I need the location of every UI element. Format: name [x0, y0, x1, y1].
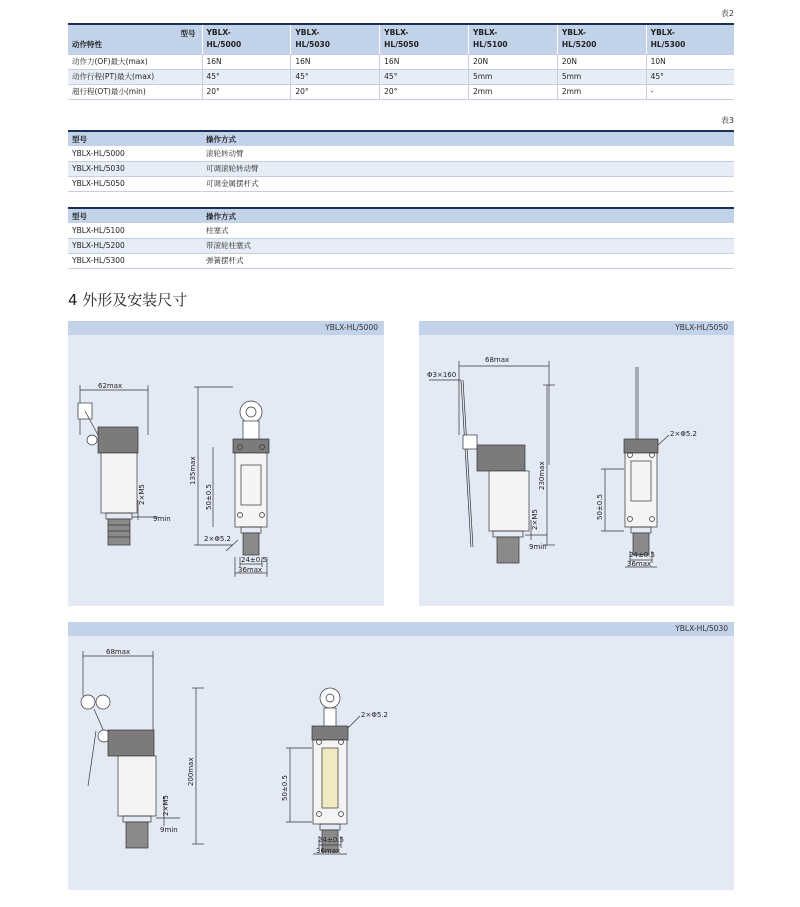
table3-model-cell: YBLX-HL/5050 [68, 176, 202, 191]
dim-depth: 36max [238, 566, 263, 574]
table4-header-mode: 操作方式 [202, 208, 734, 223]
table2-cell: 20N [468, 54, 557, 69]
table2-cell: 20° [380, 84, 469, 99]
section-title: 4 外形及安装尺寸 [68, 291, 188, 309]
table4-header-row [68, 208, 734, 223]
dim-hole-pitch-h: 24±0.5 [318, 836, 344, 844]
dim-width: 68max [106, 648, 131, 656]
panel-title: YBLX-HL/5030 [68, 622, 734, 636]
dim-height: 230max [538, 461, 546, 490]
table2-cell: 2mm [557, 84, 646, 99]
dim-holes: 2×Φ5.2 [361, 711, 388, 719]
table2-cell: 20N [557, 54, 646, 69]
table3-row [68, 176, 734, 191]
dim-min: 9min [529, 543, 547, 551]
dim-width: 68max [485, 356, 510, 364]
table2-row [68, 84, 734, 99]
table2-cell: 20° [291, 84, 380, 99]
table3-model-cell: YBLX-HL/5000 [68, 146, 202, 161]
table2-model-col: YBLX- HL/5200 [557, 24, 646, 54]
table4-model-cell: YBLX-HL/5200 [68, 238, 202, 253]
table2-cell: 16N [291, 54, 380, 69]
dim-thread: 2×M5 [138, 484, 146, 505]
table2-row-label: 动作行程(PT)最大(max) [68, 69, 202, 84]
table2-cell: 10N [646, 54, 734, 69]
table2-model-col: YBLX- HL/5100 [468, 24, 557, 54]
dim-hole-pitch-v: 50±0.5 [281, 775, 289, 801]
panel-yblx-hl-5030 [68, 622, 734, 890]
table2 [68, 23, 734, 100]
table2-model-col: YBLX- HL/5300 [646, 24, 734, 54]
table4-model-cell: YBLX-HL/5300 [68, 253, 202, 268]
dim-hole-pitch-v: 50±0.5 [596, 494, 604, 520]
panel-title: YBLX-HL/5000 [68, 321, 384, 335]
panel-title: YBLX-HL/5050 [419, 321, 734, 335]
panel-yblx-hl-5000 [68, 321, 384, 606]
panel-yblx-hl-5050 [419, 321, 734, 606]
table3-header-row [68, 131, 734, 146]
table2-cell: - [646, 84, 734, 99]
dim-thread: 2×M5 [162, 795, 170, 816]
table2-cell: 5mm [557, 69, 646, 84]
dim-holes: 2×Φ5.2 [670, 430, 697, 438]
drawing-yblx-hl-5050 [419, 335, 734, 606]
dim-width: 62max [98, 382, 123, 390]
table4-row [68, 223, 734, 238]
table2-header-model: 型号 [180, 29, 196, 38]
table4-mode-cell: 带滚轮柱塞式 [202, 238, 734, 253]
table3-label: 表3 [720, 116, 734, 125]
dim-hole-pitch-h: 24±0.5 [629, 551, 655, 559]
dim-height: 135max [189, 456, 197, 485]
table4-mode-cell: 柱塞式 [202, 223, 734, 238]
table2-model-col: YBLX- HL/5030 [291, 24, 380, 54]
table3-header-mode: 操作方式 [202, 131, 734, 146]
dim-thread: 2×M5 [531, 509, 539, 530]
table3-mode-cell: 可调金属摆杆式 [202, 176, 734, 191]
table2-cell: 5mm [468, 69, 557, 84]
dim-depth: 36max [316, 847, 341, 855]
table2-row [68, 69, 734, 84]
table2-row [68, 54, 734, 69]
table2-cell: 16N [380, 54, 469, 69]
drawing-yblx-hl-5000 [68, 335, 384, 606]
table4-row [68, 253, 734, 268]
table2-row-label: 超行程(OT)最小(min) [68, 84, 202, 99]
table2-model-col: YBLX- HL/5000 [202, 24, 291, 54]
table2-cell: 16N [202, 54, 291, 69]
dim-min: 9min [153, 515, 171, 523]
dim-depth: 36max [627, 560, 652, 568]
dim-height: 200max [187, 757, 195, 786]
dim-holes: 2×Φ5.2 [204, 535, 231, 543]
table4 [68, 207, 734, 269]
drawing-yblx-hl-5030 [68, 636, 734, 890]
dim-hole-pitch-h: 24±0.5 [241, 556, 267, 564]
table3-row [68, 161, 734, 176]
dim-rod: Φ3×160 [427, 371, 457, 379]
table2-cell: 2mm [468, 84, 557, 99]
table2-cell: 45° [202, 69, 291, 84]
table4-header-model: 型号 [68, 208, 202, 223]
table3-mode-cell: 滚轮转动臂 [202, 146, 734, 161]
table3-header-model: 型号 [68, 131, 202, 146]
dim-min: 9min [160, 826, 178, 834]
table2-corner-cell [68, 24, 202, 54]
table2-cell: 45° [291, 69, 380, 84]
table4-model-cell: YBLX-HL/5100 [68, 223, 202, 238]
table2-model-col: YBLX- HL/5050 [380, 24, 469, 54]
table2-row-label: 动作力(OF)最大(max) [68, 54, 202, 69]
table3-mode-cell: 可调滚轮转动臂 [202, 161, 734, 176]
table2-header-feature: 动作特性 [72, 39, 102, 49]
dim-hole-pitch-v: 50±0.5 [205, 484, 213, 510]
table2-label: 表2 [720, 9, 734, 18]
table3-row [68, 146, 734, 161]
table2-cell: 45° [646, 69, 734, 84]
table4-mode-cell: 弹簧摆杆式 [202, 253, 734, 268]
table2-cell: 20° [202, 84, 291, 99]
table4-row [68, 238, 734, 253]
table2-cell: 45° [380, 69, 469, 84]
table3 [68, 130, 734, 192]
table2-header-row [68, 24, 734, 54]
table3-model-cell: YBLX-HL/5030 [68, 161, 202, 176]
